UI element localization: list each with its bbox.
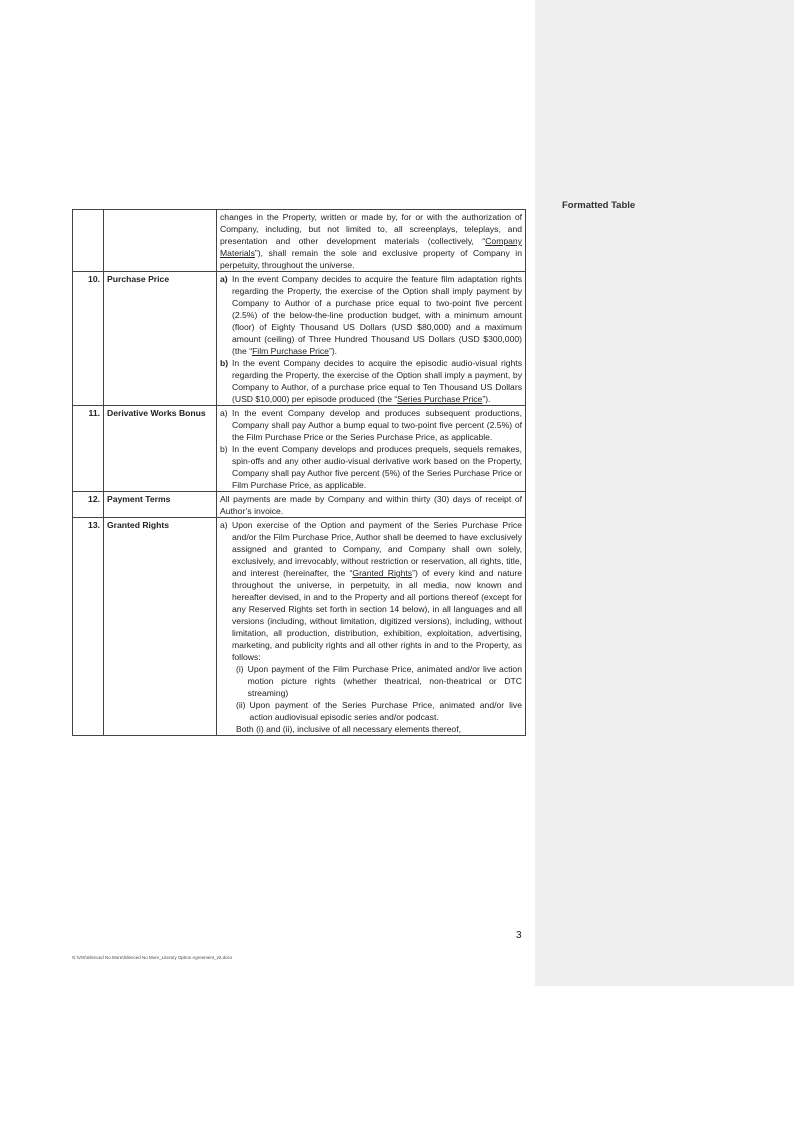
clause-marker: b) — [220, 444, 228, 454]
comment-pane — [535, 0, 794, 986]
clause-text: In the event Company develop and produces subsequent productions, Company shall pay Author a bump equal to two-point five percent (2.5%) of the Film Purchase Price or the Series Purchase Price, as applicable. — [232, 408, 522, 442]
subclause-text: Upon payment of the Series Purchase Price, animated and/or live action audiovisual episodic series and/or podcast. — [249, 700, 522, 722]
table-row-granted-rights — [73, 518, 526, 736]
clause-text: Upon exercise of the Option and payment of the Series Purchase Price and/or the Film Purchase Price, Author shall be deemed to have exclusively assigned and granted to Company, and Company shall own solely, exclusively, and irrevocably, without restriction or reservation, all rights, title, and interest (hereinafter, the “Granted Rights”) of every kind and nature throughout the universe, in perpetuity, in all media, now known and hereafter devised, in and to the Property and all portions thereof (except for any Reserved Rights set forth in section 14 below), in all languages and all versions (including, without limitation, digitized versions), including, without limitation, all production, distribution, exhibition, exploitation, advertising, marketing, and publicity rights and all other rights in and to the Property, as follows: — [232, 520, 522, 662]
clause-text: In the event Company decides to acquire the episodic audio-visual rights regarding the Property, the exercise of the Option shall imply a payment, by Company to Author, of a purchase price equal to Ten Thousand US Dollars (USD $10,000) per episode produced (the “Series Purchase Price”). — [232, 358, 522, 404]
row-label: Purchase Price — [104, 272, 217, 406]
subclause-i — [236, 663, 522, 699]
clause-tail-text: Both (i) and (ii), inclusive of all necessary elements thereof, — [236, 724, 461, 734]
continuation-paragraph: changes in the Property, written or made by, for or with the authorization of Company, including, but not limited to, all screenplays, teleplays, and presentation and other development materials (collectively, “Company Materials”), shall remain the sole and exclusive property of Company in perpetuity, throughout the universe. — [220, 212, 522, 270]
footer-file-path: G:\VIS\Silenced No More\Silenced No More_Literary Option Agreement_v2.docx — [72, 955, 233, 960]
defined-term-granted-rights: Granted Rights — [352, 568, 413, 578]
clause-b — [220, 357, 522, 405]
row-content — [217, 272, 526, 406]
row-number: 10. — [73, 272, 104, 406]
row-content — [217, 492, 526, 518]
page-number: 3 — [516, 930, 522, 941]
defined-term-series-purchase-price: Series Purchase Price — [397, 394, 483, 404]
row-number: 12. — [73, 492, 104, 518]
clause-b — [220, 443, 522, 491]
clause-marker: a) — [220, 520, 228, 530]
clause-a — [220, 407, 522, 443]
row-label: Payment Terms — [104, 492, 217, 518]
clause-marker: a) — [220, 274, 228, 284]
subclause-marker: (ii) — [236, 700, 246, 710]
terms-table — [72, 209, 526, 736]
clause-text: All payments are made by Company and within thirty (30) days of receipt of Author’s invoice. — [220, 494, 522, 516]
clause-marker: a) — [220, 408, 228, 418]
table-row-purchase-price — [73, 272, 526, 406]
table-row-continuation — [73, 210, 526, 272]
row-number: 13. — [73, 518, 104, 736]
defined-term-company-materials: Company Materials — [220, 236, 522, 258]
clause-text: In the event Company develops and produces prequels, sequels remakes, spin-offs and any other audio-visual derivative work based on the Property, Company shall pay Author five percent (5%) of the Series Purchase Price or Film Purchase Price, as applicable. — [232, 444, 522, 490]
row-label: Granted Rights — [104, 518, 217, 736]
row-content — [217, 406, 526, 492]
subclause-ii — [236, 699, 522, 723]
row-number-cell — [73, 210, 104, 272]
comment-formatted-table-label: Formatted Table — [562, 200, 636, 211]
clause-marker: b) — [220, 358, 229, 368]
clause-a — [220, 519, 522, 663]
row-label: Derivative Works Bonus — [104, 406, 217, 492]
row-content-cell — [217, 210, 526, 272]
row-number: 11. — [73, 406, 104, 492]
subclause-marker: (i) — [236, 664, 244, 674]
clause-text: In the event Company decides to acquire the feature film adaptation rights regarding the Property, the exercise of the Option shall imply payment by Company to Author of a purchase price equal to two-point five percent (2.5%) of the below-the-line production budget, with a minimum amount (floor) of Eighty Thousand US Dollars (USD $80,000) and a maximum amount (ceiling) of Three Hundred Thousand US Dollars (USD $300,000) (the “Film Purchase Price”). — [232, 274, 522, 356]
table-row-payment-terms — [73, 492, 526, 518]
table-row-derivative-works-bonus — [73, 406, 526, 492]
clause-a — [220, 273, 522, 357]
row-content — [217, 518, 526, 736]
subclause-text: Upon payment of the Film Purchase Price, animated and/or live action motion picture rights (whether theatrical, non-theatrical or DTC streaming) — [247, 664, 522, 698]
defined-term-film-purchase-price: Film Purchase Price — [252, 346, 329, 356]
row-label-cell — [104, 210, 217, 272]
